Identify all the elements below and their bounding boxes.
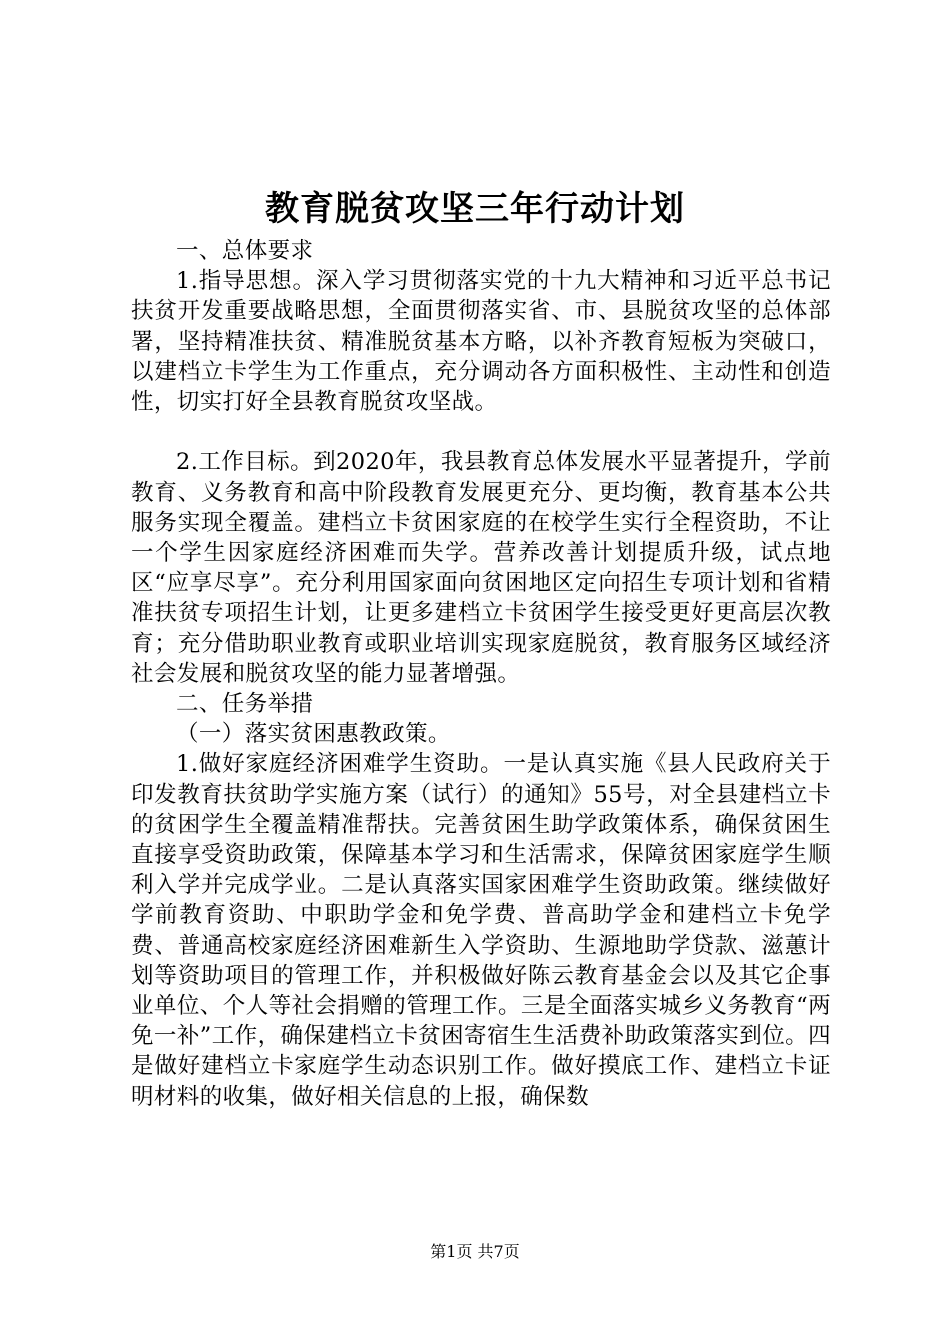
paragraph-guiding-ideology: 1.指导思想。深入学习贯彻落实党的十九大精神和习近平总书记扶贫开发重要战略思想，全面贯彻落实省、市、县脱贫攻坚的总体部署，坚持精准扶贫、精准脱贫基本方略，以补齐教育短板为突破口，以建档立卡学生为工作重点，充分调动各方面积极性、主动性和创造性，切实打好全县教育脱贫攻坚战。 [131, 268, 831, 416]
document-title: 教育脱贫攻坚三年行动计划 [265, 189, 685, 229]
paragraph-work-goals: 2.工作目标。到2020年，我县教育总体发展水平显著提升，学前教育、义务教育和高中阶段教育发展更充分、更均衡，教育基本公共服务实现全覆盖。建档立卡贫困家庭的在校学生实行全程资助，不让一个学生因家庭经济困难而失学。营养改善计划提质升级，试点地区“应享尽享”。充分利用国家面向贫困地区定向招生专项计划和省精准扶贫专项招生计划，让更多建档立卡贫困学生接受更好更高层次教育；充分借助职业教育或职业培训实现家庭脱贫，教育服务区域经济社会发展和脱贫攻坚的能力显著增强。 [131, 449, 831, 687]
paragraph-student-aid: 1.做好家庭经济困难学生资助。一是认真实施《县人民政府关于印发教育扶贫助学实施方案（试行）的通知》55号，对全县建档立卡的贫困学生全覆盖精准帮扶。完善贫困生助学政策体系，确保贫困生直接享受资助政策，保障基本学习和生活需求，保障贫困家庭学生顺利入学并完成学业。二是认真落实国家困难学生资助政策。继续做好学前教育资助、中职助学金和免学费、普高助学金和建档立卡免学费、普通高校家庭经济困难新生入学资助、生源地助学贷款、滋蕙计划等资助项目的管理工作，并积极做好陈云教育基金会以及其它企事业单位、个人等社会捐赠的管理工作。三是全面落实城乡义务教育“两免一补”工作，确保建档立卡贫困寄宿生生活费补助政策落实到位。四是做好建档立卡家庭学生动态识别工作。做好摸底工作、建档立卡证明材料的收集，做好相关信息的上报，确保数 [131, 751, 831, 1110]
document-body [131, 236, 831, 1112]
section-heading-general-requirements: 一、总体要求 [176, 238, 314, 264]
page-footer: 第1页 共7页 [430, 1242, 520, 1261]
section-heading-task-measures: 二、任务举措 [176, 691, 314, 718]
subsection-heading-poverty-policy: （一）落实贫困惠教政策。 [176, 721, 451, 748]
